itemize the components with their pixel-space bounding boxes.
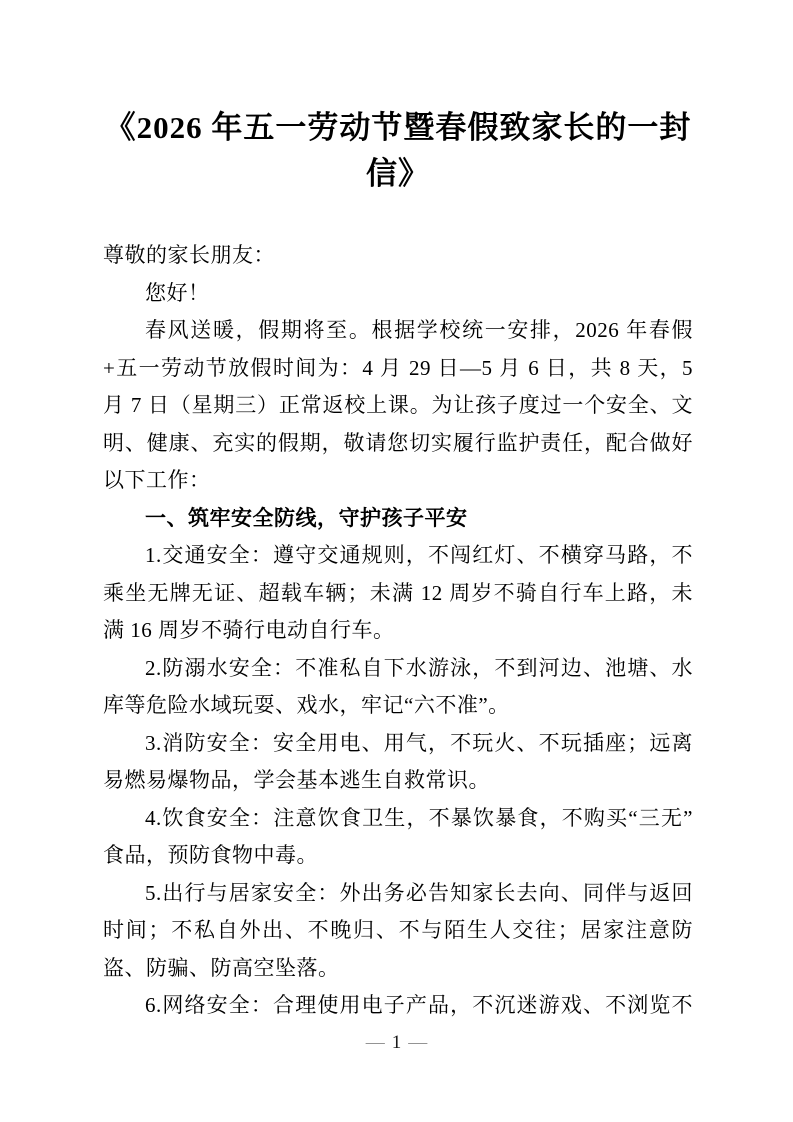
section-1-heading: 一、筑牢安全防线，守护孩子平安 [145,506,468,530]
safety-item-internet: 6.网络安全：合理使用电子产品，不沉迷游戏、不浏览不 [145,993,693,1017]
footer-left-dash: — [365,1032,385,1053]
page-number: 1 [391,1032,402,1053]
footer-right-dash: — [408,1032,428,1053]
safety-item-food: 4.饮食安全：注意饮食卫生，不暴饮暴食，不购买“三无”食品，预防食物中毒。 [103,805,693,867]
page-footer [0,1032,793,1054]
intro-paragraph: 春风送暖，假期将至。根据学校统一安排，2026 年春假+五一劳动节放假时间为：4 月 29 日—5 月 6 日，共 8 天，5 月 7 日（星期三）正常返校上课。为让孩子度过一个安全、文明、健康、充实的假期，敬请您切实履行监护责任，配合做好以下工作： [103,318,693,492]
safety-item-traffic: 1.交通安全：遵守交通规则，不闯红灯、不横穿马路，不乘坐无牌无证、超载车辆；未满 12 周岁不骑自行车上路，未满 16 周岁不骑行电动自行车。 [103,543,693,642]
safety-item-drowning: 2.防溺水安全：不准私自下水游泳，不到河边、池塘、水库等危险水域玩耍、戏水，牢记“六不准”。 [103,655,693,717]
safety-item-travel-home: 5.出行与居家安全：外出务必告知家长去向、同伴与返回时间；不私自外出、不晚归、不与陌生人交往；居家注意防盗、防骗、防高空坠落。 [103,880,693,980]
salutation: 尊敬的家长朋友： [103,243,275,267]
safety-item-fire: 3.消防安全：安全用电、用气，不玩火、不玩插座；远离易燃易爆物品，学会基本逃生自救常识。 [103,730,693,792]
greeting: 您好！ [145,280,210,305]
document-title: 《2026 年五一劳动节暨春假致家长的一封信》 [104,110,692,191]
document-body [103,237,693,1025]
